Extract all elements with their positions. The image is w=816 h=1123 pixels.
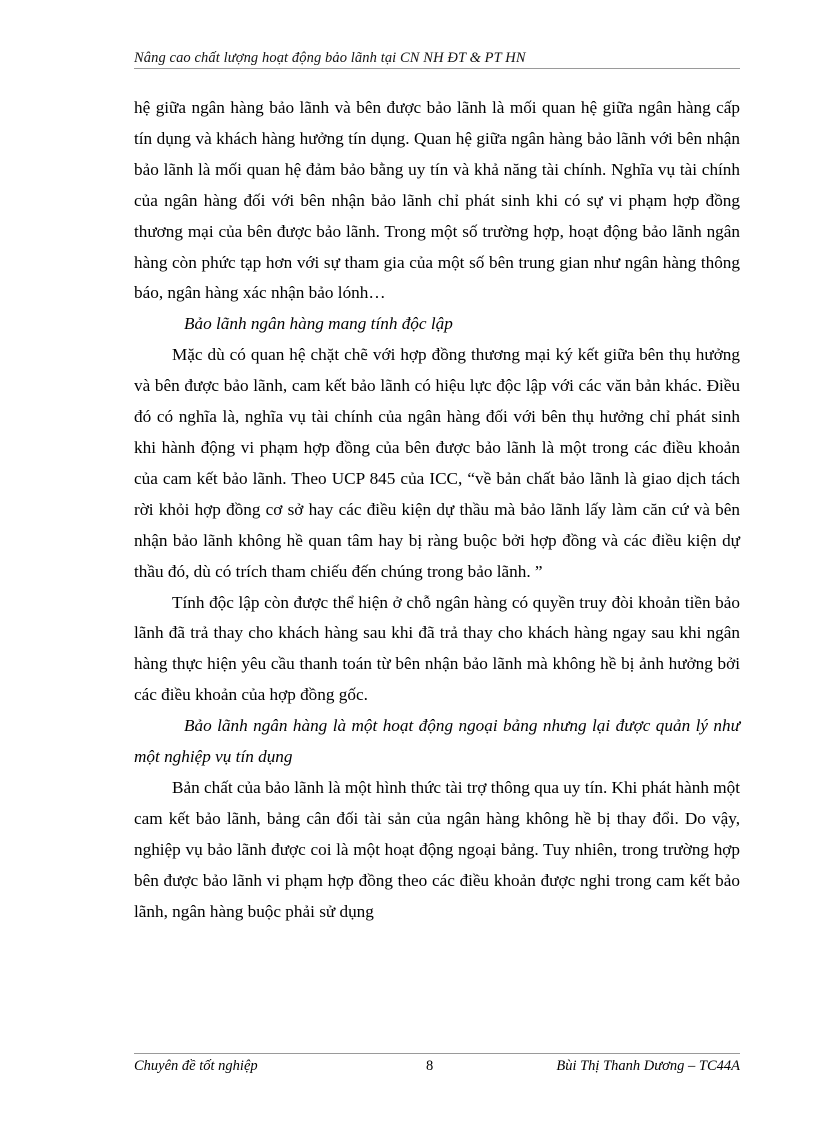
paragraph-continuation: hệ giữa ngân hàng bảo lãnh và bên được bảo lãnh là mối quan hệ giữa ngân hàng cấp tín dụng và khách hàng hưởng tín dụng. Quan hệ giữa ngân hàng bảo lãnh với bên nhận bảo lãnh là mối quan hệ đảm bảo bằng uy tín và khả năng tài chính. Nghĩa vụ tài chính của ngân hàng đối với bên nhận bảo lãnh chỉ phát sinh khi có sự vi phạm hợp đồng thương mại của bên được bảo lãnh. Trong một số trường hợp, hoạt động bảo lãnh ngân hàng còn phức tạp hơn với sự tham gia của một số bên trung gian như ngân hàng thông báo, ngân hàng xác nhận bảo lónh… — [134, 98, 740, 303]
footer-left-text: Chuyên đề tốt nghiệp — [134, 1058, 258, 1074]
subheading-off-balance: Bảo lãnh ngân hàng là một hoạt động ngoại bảng nhưng lại được quản lý như một nghiệp vụ tín dụng — [134, 716, 740, 767]
running-header: Nâng cao chất lượng hoạt động bảo lãnh tại CN NH ĐT & PT HN — [134, 50, 526, 66]
body-text — [134, 93, 740, 927]
paragraph-off-balance: Bản chất của bảo lãnh là một hình thức tài trợ thông qua uy tín. Khi phát hành một cam kết bảo lãnh, bảng cân đối tài sản của ngân hàng không hề bị thay đổi. Do vậy, nghiệp vụ bảo lãnh được coi là một hoạt động ngoại bảng. Tuy nhiên, trong trường hợp bên được bảo lãnh vi phạm hợp đồng theo các điều khoản được nghi trong cam kết bảo lãnh, ngân hàng buộc phải sử dụng — [134, 777, 740, 921]
subheading-independence: Bảo lãnh ngân hàng mang tính độc lập — [184, 314, 453, 334]
paragraph-recourse: Tính độc lập còn được thể hiện ở chỗ ngân hàng có quyền truy đòi khoản tiền bảo lãnh đã trả thay cho khách hàng sau khi đã trả thay cho khách hàng ngay sau khi ngân hàng thực hiện yêu cầu thanh toán từ bên nhận bảo lãnh mà không hề bị ảnh hưởng bởi các điều khoản của hợp đồng gốc. — [134, 592, 740, 705]
running-footer — [134, 1058, 740, 1080]
page-number: 8 — [426, 1058, 434, 1074]
footer-divider — [134, 1053, 740, 1054]
paragraph-independence: Mặc dù có quan hệ chặt chẽ với hợp đồng thương mại ký kết giữa bên thụ hưởng và bên được bảo lãnh, cam kết bảo lãnh có hiệu lực độc lập với các văn bản khác. Điều đó có nghĩa là, nghĩa vụ tài chính của ngân hàng đối với bên thụ hưởng chỉ phát sinh khi hành động vi phạm hợp đồng của bên được bảo lãnh là một trong các điều khoản của cam kết bảo lãnh. Theo UCP 845 của ICC, “về bản chất bảo lãnh là giao dịch tách rời khỏi hợp đồng cơ sở hay các điều kiện dự thầu mà bảo lãnh lấy làm căn cứ và bên nhận bảo lãnh không hề quan tâm hay bị ràng buộc bởi hợp đồng và các điều kiện dự thầu đó, dù có trích tham chiếu đến chúng trong bảo lãnh. ” — [134, 345, 740, 581]
header-divider — [134, 68, 740, 69]
footer-author: Bùi Thị Thanh Dương – TC44A — [556, 1058, 740, 1074]
